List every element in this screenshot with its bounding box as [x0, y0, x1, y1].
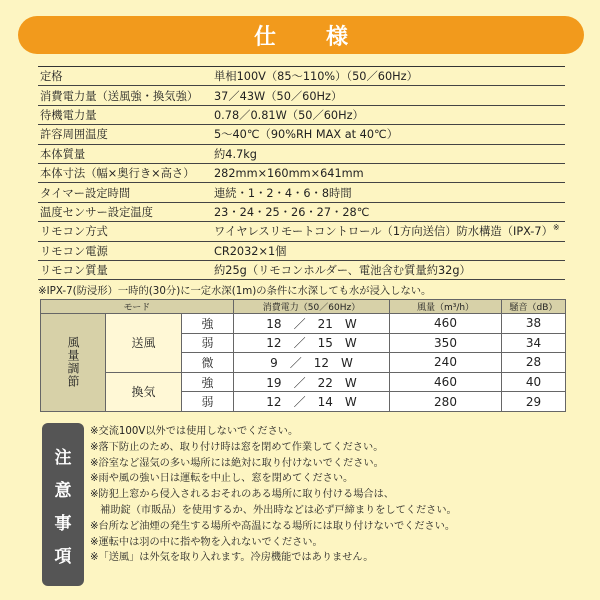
spec-list [38, 66, 565, 280]
level-cell: 微 [182, 353, 234, 373]
spec-title: 仕 様 [253, 24, 362, 50]
spec-label: リモコン電源 [40, 244, 108, 258]
spec-value: 37／43W（50／60Hz） [214, 89, 343, 103]
spec-label: 温度センサー設定温度 [40, 205, 153, 219]
noise-cell: 29 [502, 392, 566, 412]
caution-note: ※運転中は羽の中に指や物を入れないでください。 [90, 536, 323, 548]
airflow-cell: 240 [390, 353, 502, 373]
spec-value: 5～40℃（90%RH MAX at 40℃） [214, 128, 398, 142]
spec-value [210, 223, 565, 239]
caution-char: 注 [54, 447, 72, 468]
spec-row [38, 183, 565, 202]
spec-row [38, 203, 565, 222]
spec-label: 消費電力量（送風強・換気強） [40, 89, 199, 103]
spec-label: タイマー設定時間 [40, 186, 131, 200]
power-cell: 12 ／ 14 W [234, 392, 390, 412]
spec-footnote-mark: ※ [552, 223, 560, 233]
airflow-adjust-label: 風量調節 [41, 314, 106, 412]
spec-value: 23・24・25・26・27・28℃ [214, 205, 370, 219]
spec-value: 0.78／0.81W（50／60Hz） [214, 108, 364, 122]
power-cell: 12 ／ 15 W [234, 333, 390, 353]
power-cell: 18 ／ 21 W [234, 314, 390, 334]
header-noise: 騒音（dB） [502, 300, 566, 314]
spec-row [38, 164, 565, 183]
caution-note: ※防犯上窓から侵入されるおそれのある場所に取り付ける場合は、 [90, 489, 394, 501]
noise-cell: 38 [502, 314, 566, 334]
caution-note: ※交流100V以外では使用しないでください。 [90, 426, 299, 437]
spec-row [38, 242, 565, 261]
ipx-footnote: ※IPX-7(防浸形）一時的(30分)に一定水深(1m)の条件に水深しても水が浸入しない。 [38, 285, 432, 297]
level-cell: 弱 [182, 392, 234, 412]
spec-row [38, 125, 565, 144]
caution-char: 意 [54, 480, 72, 501]
noise-cell: 40 [502, 372, 566, 392]
spec-row [38, 261, 565, 280]
spec-row [38, 222, 565, 241]
caution-note: ※雨や風の強い日は運転を中止し、窓を閉めてください。 [90, 473, 354, 485]
spec-label: 許容周囲温度 [40, 128, 108, 142]
spec-value: 約25g（リモコンホルダー、電池含む質量約32g） [214, 264, 471, 278]
caution-note: ※台所など油煙の発生する場所や高温になる場所には取り付けないでください。 [90, 520, 456, 532]
noise-cell: 28 [502, 353, 566, 373]
spec-row [38, 86, 565, 105]
spec-row [38, 106, 565, 125]
spec-value: 単相100V（85～110%）（50／60Hz） [214, 70, 418, 84]
spec-value: 282mm×160mm×641mm [214, 166, 364, 180]
table-row [41, 314, 566, 334]
level-cell: 強 [182, 372, 234, 392]
caution-char: 項 [54, 546, 72, 567]
spec-label: 本体質量 [40, 147, 86, 161]
caution-note: ※「送風」は外気を取り入れます。冷房機能ではありません。 [90, 552, 374, 564]
table-header-row [41, 300, 566, 314]
header-mode: モード [41, 300, 234, 314]
airflow-mode-table [40, 299, 566, 412]
table-row [41, 372, 566, 392]
mode-group-fan: 送風 [106, 314, 182, 373]
header-power: 消費電力（50／60Hz） [234, 300, 390, 314]
spec-label: 待機電力量 [40, 108, 97, 122]
spec-label: 定格 [40, 70, 63, 84]
airflow-cell: 460 [390, 372, 502, 392]
caution-label-box [42, 423, 84, 586]
spec-header-banner [18, 16, 584, 54]
spec-value: 約4.7kg [214, 147, 257, 161]
spec-value-text: ワイヤレスリモートコントロール（1方向送信）防水構造（IPX-7） [214, 225, 553, 239]
spec-value: 連続・1・2・4・6・8時間 [214, 186, 352, 200]
caution-char: 事 [54, 513, 72, 534]
spec-label: 本体寸法（幅×奥行き×高さ） [40, 167, 195, 181]
spec-row [38, 67, 565, 86]
noise-cell: 34 [502, 333, 566, 353]
caution-note: ※浴室など湿気の多い場所には絶対に取り付けないでください。 [90, 457, 384, 469]
mode-group-vent: 換気 [106, 372, 182, 411]
spec-row [38, 145, 565, 164]
level-cell: 弱 [182, 333, 234, 353]
spec-label: リモコン質量 [40, 264, 108, 278]
power-cell: 9 ／ 12 W [234, 353, 390, 373]
spec-label: リモコン方式 [40, 225, 108, 239]
spec-value: CR2032×1個 [214, 244, 287, 258]
caution-notes [90, 424, 570, 566]
caution-note: ※落下防止のため、取り付け時は窓を閉めて作業してください。 [90, 441, 384, 453]
airflow-cell: 280 [390, 392, 502, 412]
airflow-cell: 350 [390, 333, 502, 353]
power-cell: 19 ／ 22 W [234, 372, 390, 392]
airflow-cell: 460 [390, 314, 502, 334]
header-airflow: 風量（m³/h） [390, 300, 502, 314]
level-cell: 強 [182, 314, 234, 334]
caution-note: 補助錠（市販品）を使用するか、外出時などは必ず戸締まりをしてください。 [90, 504, 457, 516]
